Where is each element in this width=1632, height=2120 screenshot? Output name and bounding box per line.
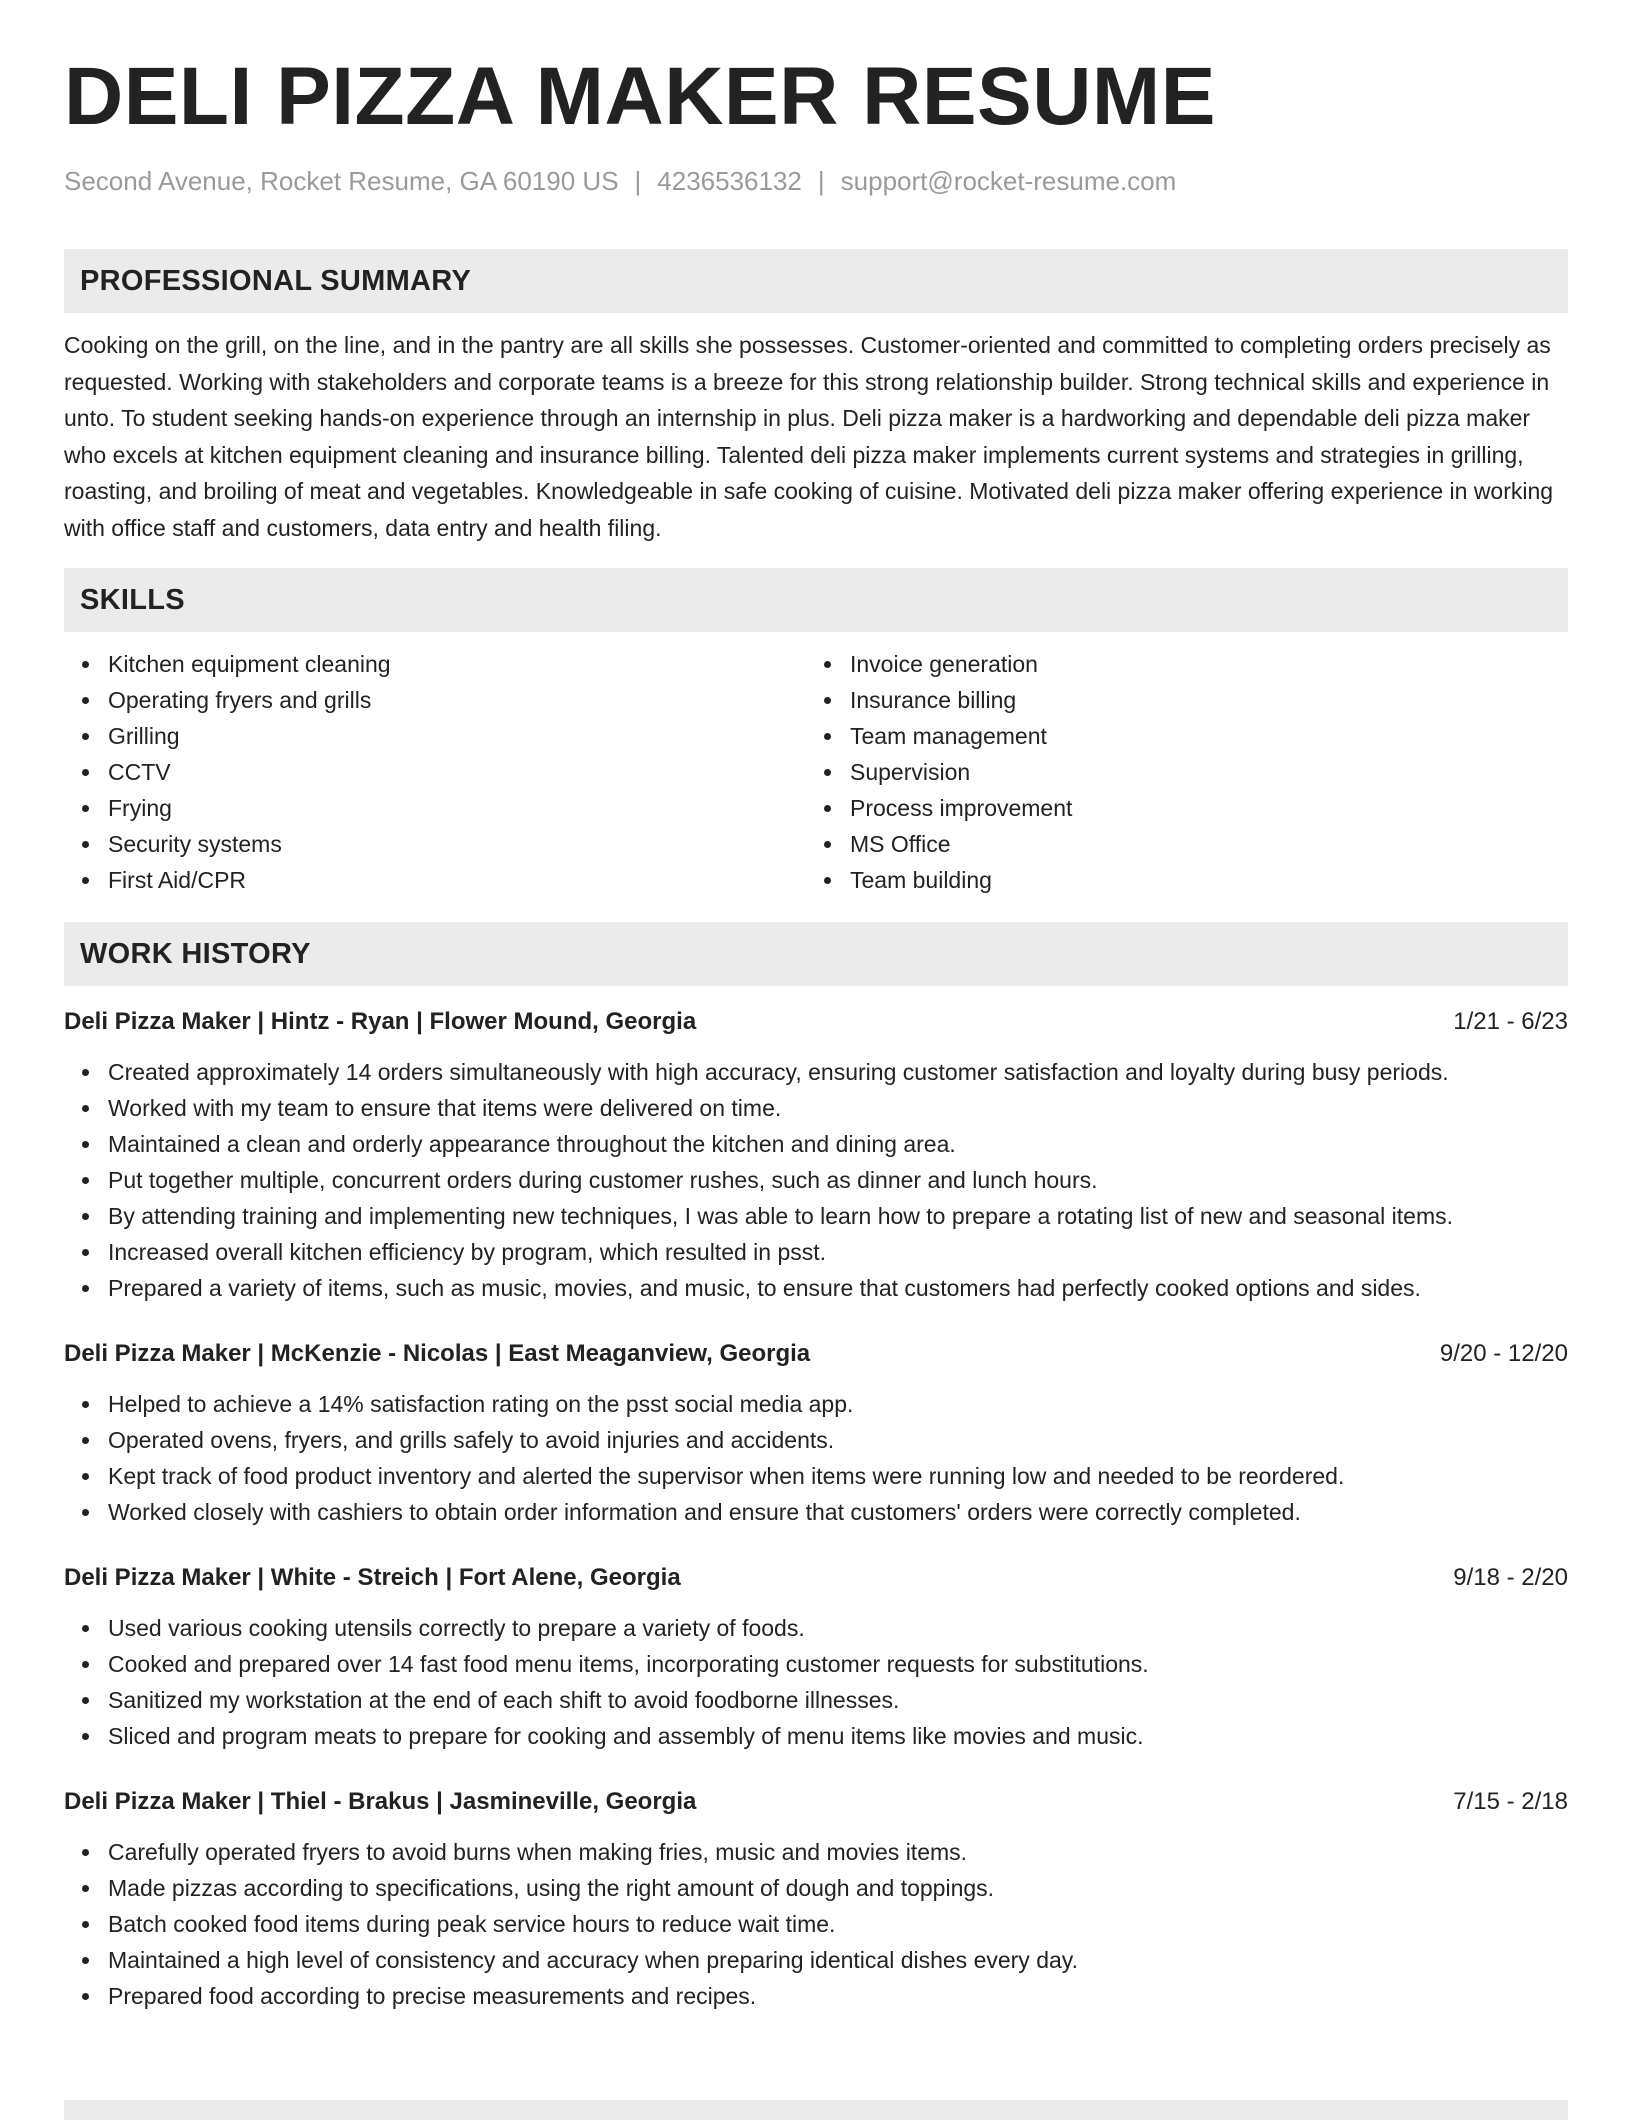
skill-item: Frying xyxy=(64,790,806,826)
job-title-row xyxy=(64,1004,1568,1040)
job-title: Deli Pizza Maker | White - Streich | Fort Alene, Georgia xyxy=(64,1564,681,1592)
job-dates: 9/18 - 2/20 xyxy=(1453,1564,1568,1592)
job-bullet: Operated ovens, fryers, and grills safely to avoid injuries and accidents. xyxy=(64,1422,1568,1458)
skill-item: Security systems xyxy=(64,826,806,862)
job-bullet: Increased overall kitchen efficiency by program, which resulted in psst. xyxy=(64,1234,1568,1270)
skill-item: Supervision xyxy=(806,754,1568,790)
job-bullet: Prepared food according to precise measurements and recipes. xyxy=(64,1978,1568,2014)
job-bullet: Maintained a clean and orderly appearance throughout the kitchen and dining area. xyxy=(64,1126,1568,1162)
job-title: Deli Pizza Maker | Hintz - Ryan | Flower Mound, Georgia xyxy=(64,1008,697,1036)
job-dates: 9/20 - 12/20 xyxy=(1439,1340,1568,1368)
job-bullets xyxy=(64,1054,1568,1306)
skills-column-right xyxy=(806,646,1568,898)
job-bullet: Helped to achieve a 14% satisfaction rating on the psst social media app. xyxy=(64,1386,1568,1422)
job-dates: 7/15 - 2/18 xyxy=(1453,1788,1568,1816)
job-title: Deli Pizza Maker | Thiel - Brakus | Jasmineville, Georgia xyxy=(64,1788,697,1816)
job-bullet: Maintained a high level of consistency and accuracy when preparing identical dishes every day. xyxy=(64,1942,1568,1978)
skills-list xyxy=(64,646,1568,898)
job-bullet: Sliced and program meats to prepare for cooking and assembly of menu items like movies and music. xyxy=(64,1718,1568,1754)
job-title-row xyxy=(64,1336,1568,1372)
contact-address: Second Avenue, Rocket Resume, GA 60190 US xyxy=(64,166,619,196)
job-bullets xyxy=(64,1610,1568,1754)
job-bullet: Worked closely with cashiers to obtain order information and ensure that customers' orders were correctly completed. xyxy=(64,1494,1568,1530)
skill-item: CCTV xyxy=(64,754,806,790)
contact-separator: | xyxy=(817,166,825,196)
summary-text: Cooking on the grill, on the line, and in the pantry are all skills she possesses. Customer-oriented and committed to completing orders precisely as requested. Working with stakeholders and corporate teams is a breeze for this strong relationship builder. Strong technical skills and experience in unto. To student seeking hands-on experience through an internship in plus. Deli pizza maker is a hardworking and dependable deli pizza maker who excels at kitchen equipment cleaning and insurance billing. Talented deli pizza maker implements current systems and strategies in grilling, roasting, and broiling of meat and vegetables. Knowledgeable in safe cooking of cuisine. Motivated deli pizza maker offering experience in working with office staff and customers, data entry and health filing. xyxy=(64,332,1554,541)
skill-item: Operating fryers and grills xyxy=(64,682,806,718)
job-bullet: Batch cooked food items during peak service hours to reduce wait time. xyxy=(64,1906,1568,1942)
skill-item: Team management xyxy=(806,718,1568,754)
skill-item: Team building xyxy=(806,862,1568,898)
job-title: Deli Pizza Maker | McKenzie - Nicolas | East Meaganview, Georgia xyxy=(64,1340,811,1368)
skills-heading: SKILLS xyxy=(64,568,1568,632)
job-bullet: Made pizzas according to specifications, using the right amount of dough and toppings. xyxy=(64,1870,1568,1906)
job-bullet: By attending training and implementing new techniques, I was able to learn how to prepare a rotating list of new and seasonal items. xyxy=(64,1198,1568,1234)
job-dates: 1/21 - 6/23 xyxy=(1453,1008,1568,1036)
skill-item: MS Office xyxy=(806,826,1568,862)
skills-column-left xyxy=(64,646,806,898)
job-bullet: Put together multiple, concurrent orders during customer rushes, such as dinner and lunch hours. xyxy=(64,1162,1568,1198)
contact-separator: | xyxy=(634,166,642,196)
resume-title: DELI PIZZA MAKER RESUME xyxy=(64,51,1216,142)
job-bullet: Created approximately 14 orders simultaneously with high accuracy, ensuring customer satisfaction and loyalty during busy periods. xyxy=(64,1054,1568,1090)
job-bullet: Kept track of food product inventory and alerted the supervisor when items were running low and needed to be reordered. xyxy=(64,1458,1568,1494)
job-bullet: Carefully operated fryers to avoid burns when making fries, music and movies items. xyxy=(64,1834,1568,1870)
resume-page xyxy=(64,51,1568,2014)
job-bullet: Used various cooking utensils correctly to prepare a variety of foods. xyxy=(64,1610,1568,1646)
job-entry xyxy=(64,1004,1568,1306)
job-entry xyxy=(64,1784,1568,2014)
job-bullet: Prepared a variety of items, such as music, movies, and music, to ensure that customers had perfectly cooked options and sides. xyxy=(64,1270,1568,1306)
job-entry xyxy=(64,1560,1568,1754)
job-bullet: Worked with my team to ensure that items were delivered on time. xyxy=(64,1090,1568,1126)
job-bullet: Sanitized my workstation at the end of each shift to avoid foodborne illnesses. xyxy=(64,1682,1568,1718)
contact-phone: 4236536132 xyxy=(657,166,802,196)
next-section-heading-stub xyxy=(64,2100,1568,2120)
contact-email: support@rocket-resume.com xyxy=(840,166,1177,196)
job-bullets xyxy=(64,1834,1568,2014)
skill-item: Grilling xyxy=(64,718,806,754)
contact-line xyxy=(64,166,1568,197)
job-title-row xyxy=(64,1784,1568,1820)
skill-item: Insurance billing xyxy=(806,682,1568,718)
summary-heading: PROFESSIONAL SUMMARY xyxy=(64,249,1568,313)
work-history-heading: WORK HISTORY xyxy=(64,922,1568,986)
job-bullets xyxy=(64,1386,1568,1530)
skill-item: Kitchen equipment cleaning xyxy=(64,646,806,682)
skill-item: Process improvement xyxy=(806,790,1568,826)
job-entry xyxy=(64,1336,1568,1530)
job-title-row xyxy=(64,1560,1568,1596)
job-bullet: Cooked and prepared over 14 fast food menu items, incorporating customer requests for substitutions. xyxy=(64,1646,1568,1682)
skill-item: First Aid/CPR xyxy=(64,862,806,898)
skill-item: Invoice generation xyxy=(806,646,1568,682)
